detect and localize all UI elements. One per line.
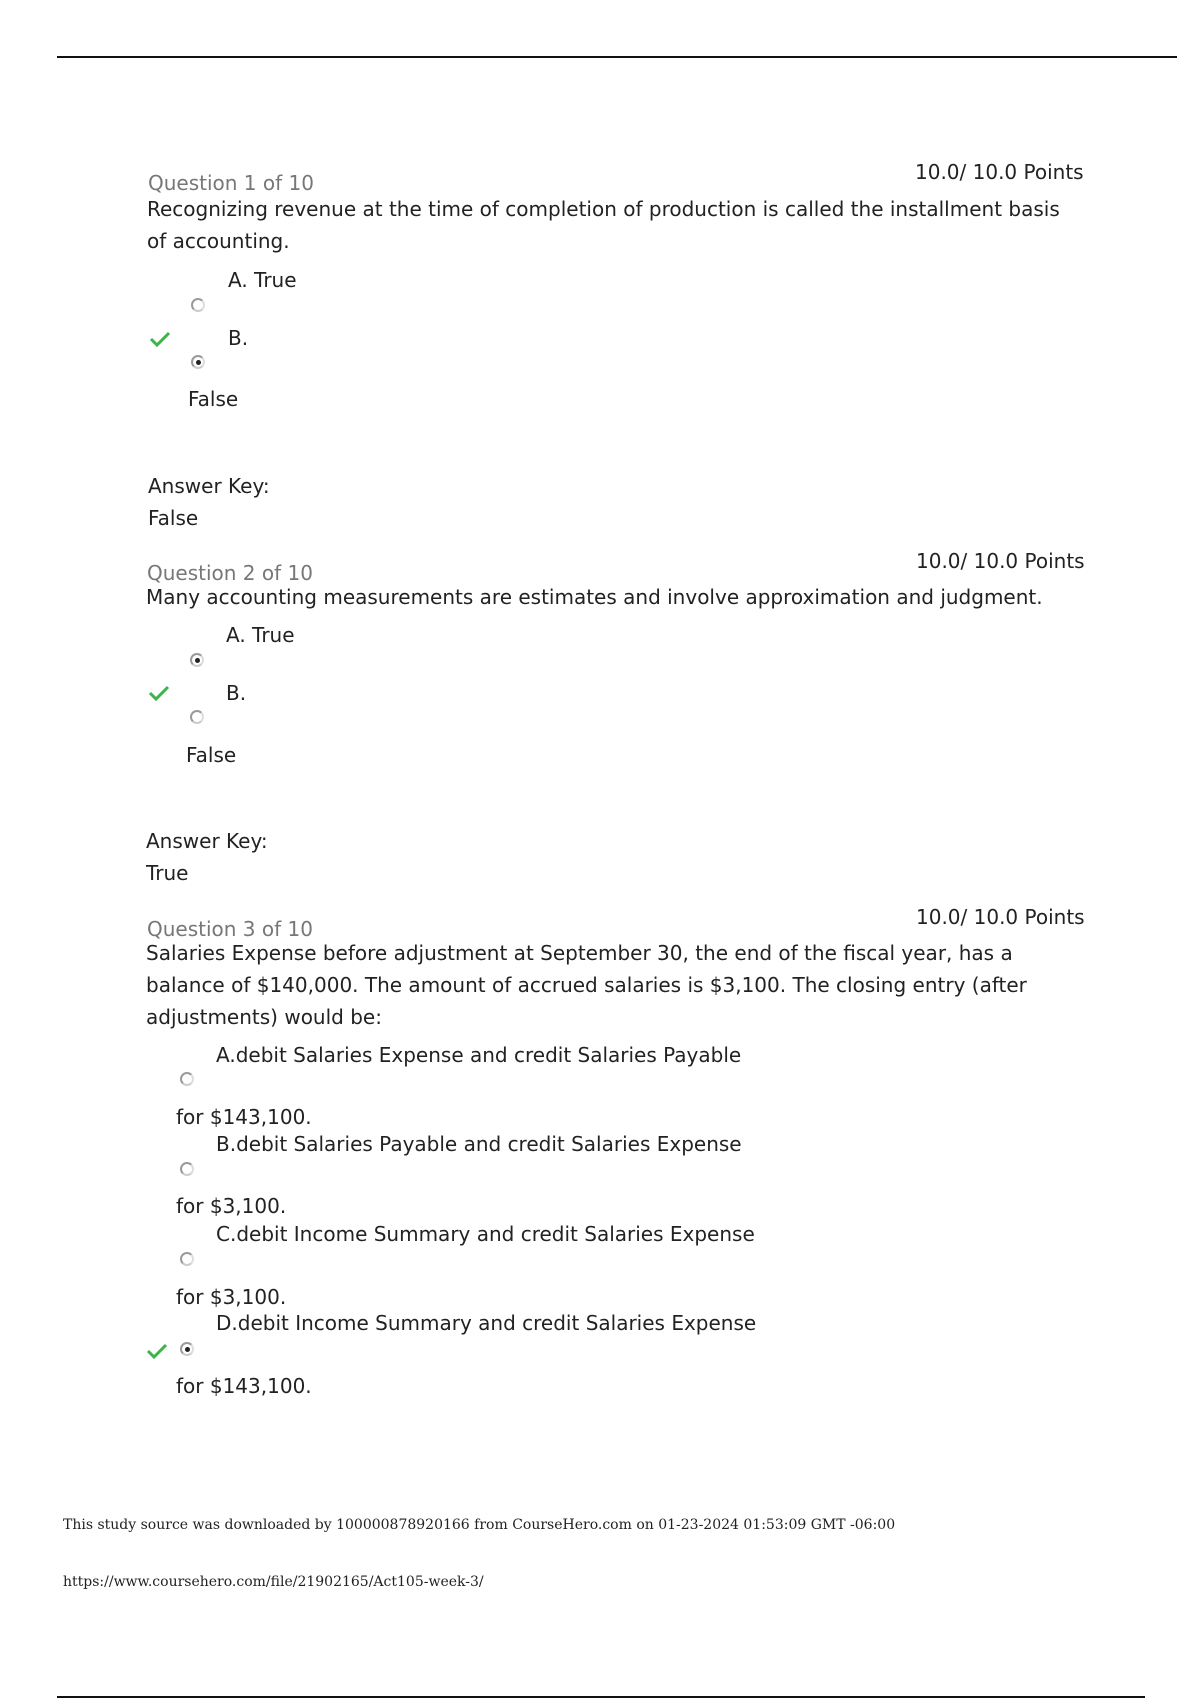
question-text: Salaries Expense before adjustment at September 30, the end of the fiscal year, has a balance of $140,000. The amount of accrued salaries is $3,100. The closing entry (after adjustments) would be:: [146, 941, 1027, 1029]
option-c-label: C.debit Income Summary and credit Salaries Expense: [216, 1222, 755, 1246]
option-b-text: False: [188, 387, 239, 411]
top-rule: [57, 56, 1177, 58]
source-notice: This study source was downloaded by 100000878920166 from CourseHero.com on 01-23-2024 01:53:09 GMT -06:00: [63, 1517, 896, 1533]
option-a-label: A. True: [226, 623, 295, 647]
answer-key-value: True: [146, 861, 189, 885]
points-score: 10.0/ 10.0 Points: [915, 160, 1084, 184]
answer-key-value: False: [148, 506, 199, 530]
correct-check-icon: [148, 684, 170, 702]
answer-key-label: Answer Key:: [146, 829, 268, 853]
option-a-radio[interactable]: [180, 1072, 194, 1086]
points-score: 10.0/ 10.0 Points: [916, 549, 1085, 573]
points-score: 10.0/ 10.0 Points: [916, 905, 1085, 929]
bottom-rule: [57, 1696, 1145, 1698]
option-d-label: D.debit Income Summary and credit Salaries Expense: [216, 1311, 757, 1335]
option-a-radio[interactable]: [190, 653, 204, 667]
question-text: Recognizing revenue at the time of completion of production is called the installment basis of accounting.: [147, 197, 1060, 253]
question-label: Question 1 of 10: [148, 171, 314, 195]
option-a-label: A.debit Salaries Expense and credit Salaries Payable: [216, 1043, 742, 1067]
option-b-text: for $3,100.: [176, 1194, 287, 1218]
option-b-label: B.: [226, 681, 247, 705]
correct-check-icon: [149, 330, 171, 348]
option-a-text: for $143,100.: [176, 1105, 312, 1129]
option-d-text: for $143,100.: [176, 1374, 312, 1398]
option-b-label: B.debit Salaries Payable and credit Salaries Expense: [216, 1132, 742, 1156]
option-c-text: for $3,100.: [176, 1285, 287, 1309]
option-a-radio[interactable]: [191, 298, 205, 312]
correct-check-icon: [146, 1342, 168, 1360]
option-b-radio[interactable]: [191, 355, 205, 369]
option-b-text: False: [186, 743, 237, 767]
source-url[interactable]: https://www.coursehero.com/file/21902165/Act105-week-3/: [63, 1574, 484, 1590]
option-b-radio[interactable]: [180, 1162, 194, 1176]
option-c-radio[interactable]: [180, 1252, 194, 1266]
question-label: Question 2 of 10: [147, 561, 313, 585]
option-b-label: B.: [228, 326, 249, 350]
option-d-radio[interactable]: [180, 1342, 194, 1356]
answer-key-label: Answer Key:: [148, 474, 270, 498]
option-a-label: A. True: [228, 268, 297, 292]
question-label: Question 3 of 10: [147, 917, 313, 941]
question-text: Many accounting measurements are estimates and involve approximation and judgment.: [146, 585, 1043, 609]
option-b-radio[interactable]: [190, 710, 204, 724]
